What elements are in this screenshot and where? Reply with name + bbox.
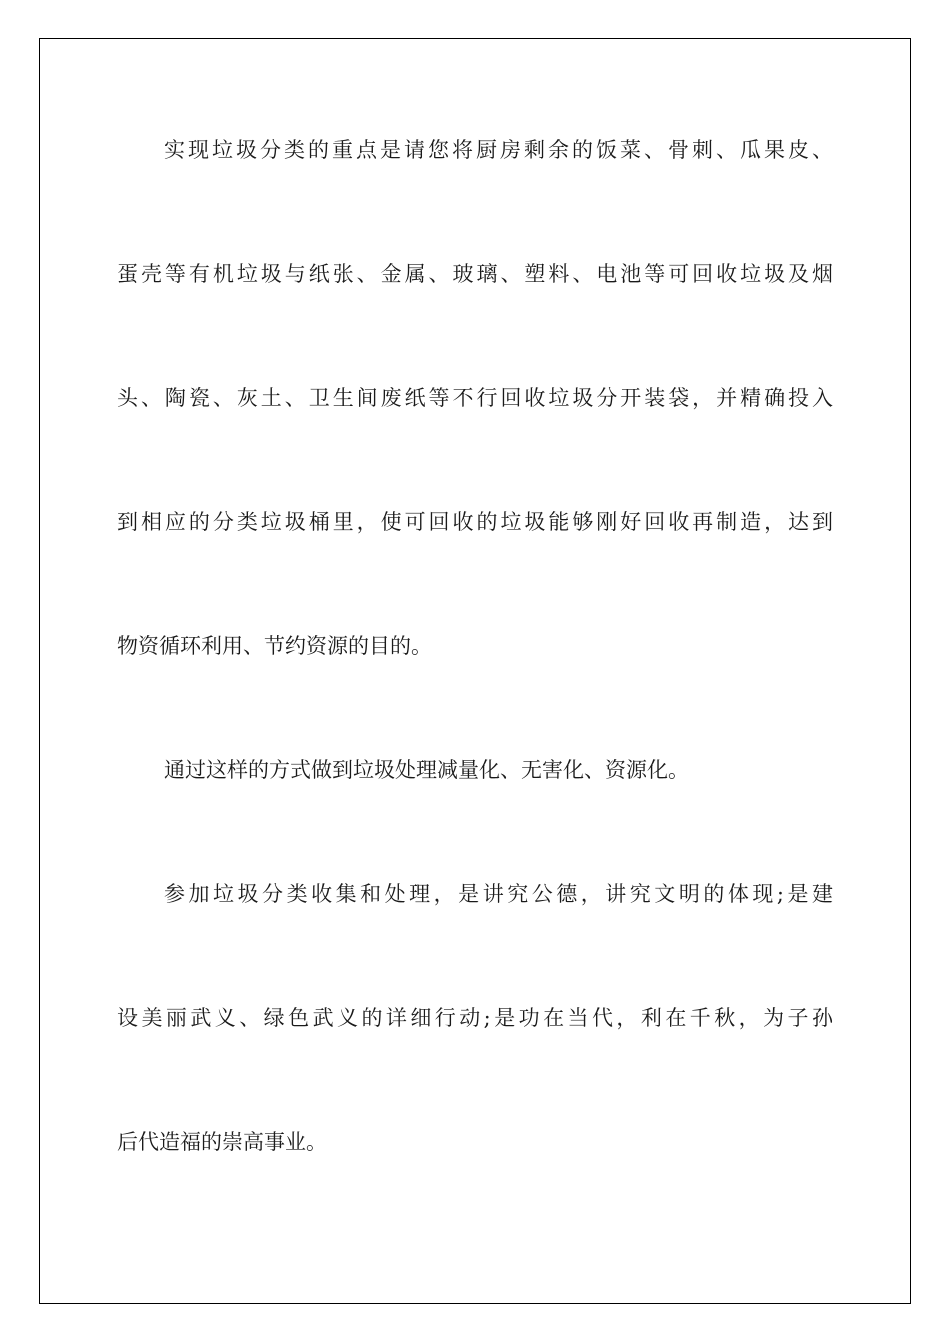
paragraph-1-line-5: 物资循环利用、节约资源的目的。	[117, 634, 432, 658]
page-border	[39, 38, 911, 1304]
paragraph-3-line-3: 后代造福的崇高事业。	[117, 1130, 327, 1154]
paragraph-1-line-4: 到相应的分类垃圾桶里，使可回收的垃圾能够刚好回收再制造，达到	[117, 510, 833, 534]
paragraph-1-line-2: 蛋壳等有机垃圾与纸张、金属、玻璃、塑料、电池等可回收垃圾及烟	[117, 262, 833, 286]
paragraph-3-line-2: 设美丽武义、绿色武义的详细行动;是功在当代，利在千秋，为子孙	[117, 1006, 833, 1030]
paragraph-3-line-1: 参加垃圾分类收集和处理，是讲究公德，讲究文明的体现;是建	[164, 882, 833, 906]
paragraph-1-line-1: 实现垃圾分类的重点是请您将厨房剩余的饭菜、骨刺、瓜果皮、	[164, 138, 833, 162]
paragraph-2-line-1: 通过这样的方式做到垃圾处理减量化、无害化、资源化。	[164, 758, 689, 782]
paragraph-1-line-3: 头、陶瓷、灰土、卫生间废纸等不行回收垃圾分开装袋，并精确投入	[117, 386, 833, 410]
